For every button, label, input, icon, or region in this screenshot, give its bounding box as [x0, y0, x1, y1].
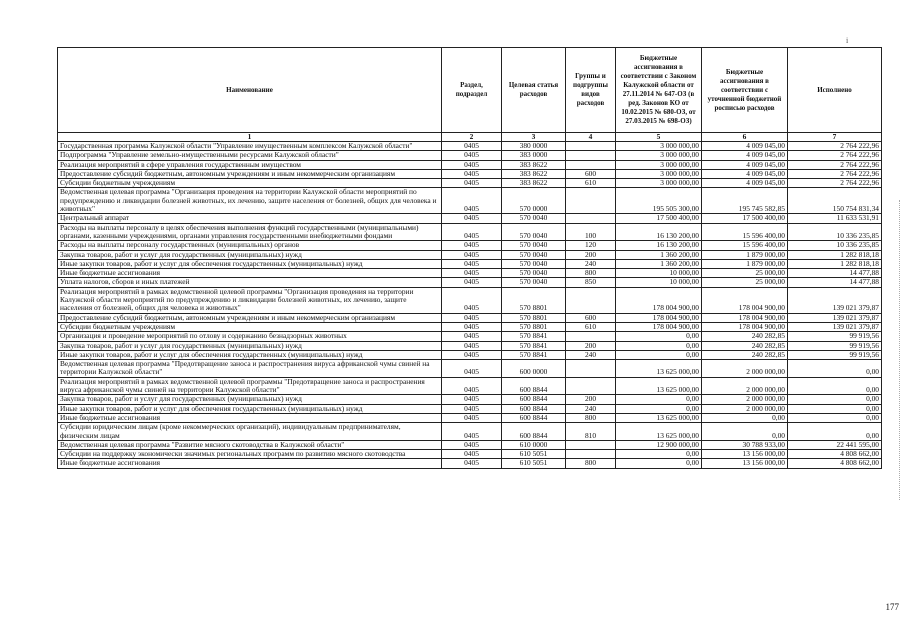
cell-v7: 14 477,88: [788, 269, 882, 278]
cell-v7: 0,00: [788, 413, 882, 422]
cell-v7: 2 764 222,96: [788, 179, 882, 188]
cell-group: 240: [566, 259, 616, 268]
cell-article: 570 8801: [502, 313, 566, 322]
cell-group: 120: [566, 241, 616, 250]
header-plan-law: Бюджетные ассигнования в соответствии с Законом Калужской области от 27.11.2014 № 647-ОЗ (в ред. Законов КО от 10.02.2015 № 680-ОЗ, от 27.03.2015 № 698-ОЗ): [616, 48, 702, 133]
cell-section: 0405: [442, 214, 502, 223]
cell-v5: 3 000 000,00: [616, 169, 702, 178]
cell-section: 0405: [442, 332, 502, 341]
cell-v5: 12 900 000,00: [616, 440, 702, 449]
cell-name: Центральный аппарат: [58, 214, 442, 223]
cell-v6: 1 879 000,00: [702, 259, 788, 268]
cell-v5: 0,00: [616, 332, 702, 341]
cell-article: 600 8844: [502, 423, 566, 441]
cell-v6: 15 596 400,00: [702, 241, 788, 250]
corner-mark: і: [846, 36, 849, 45]
cell-section: 0405: [442, 350, 502, 359]
table-row: [58, 250, 882, 259]
cell-name: Реализация мероприятий в рамках ведомственной целевой программы "Организация проведения на территории Калужской области мероприятий по предупреждению и ликвидации болезней животных, их лечению, защите населения от болезней, общих для человека и животных": [58, 287, 442, 313]
cell-v5: 16 130 200,00: [616, 223, 702, 241]
cell-group: 610: [566, 322, 616, 331]
cell-v7: 2 764 222,96: [788, 142, 882, 151]
cell-article: 383 0000: [502, 151, 566, 160]
cell-v5: 178 004 900,00: [616, 322, 702, 331]
cell-v6: 4 009 045,00: [702, 160, 788, 169]
cell-v5: 1 360 200,00: [616, 250, 702, 259]
cell-name: Государственная программа Калужской области "Управление имущественным комплексом Калужской области": [58, 142, 442, 151]
cell-v7: 139 021 379,87: [788, 322, 882, 331]
cell-name: Предоставление субсидий бюджетным, автономным учреждениям и иным некоммерческим организациям: [58, 169, 442, 178]
cell-name: Уплата налогов, сборов и иных платежей: [58, 278, 442, 287]
cell-v6: 0,00: [702, 413, 788, 422]
cell-article: 570 0040: [502, 259, 566, 268]
table-row: [58, 269, 882, 278]
cell-name: Ведомственная целевая программа "Предотвращение заноса и распространения вируса африканской чумы свиней на территории Калужской области": [58, 360, 442, 378]
column-number: 1: [58, 133, 442, 142]
table-row: [58, 404, 882, 413]
cell-v5: 0,00: [616, 404, 702, 413]
cell-v7: 10 336 235,85: [788, 241, 882, 250]
cell-group: [566, 360, 616, 378]
cell-v6: 4 009 045,00: [702, 151, 788, 160]
cell-v7: 2 764 222,96: [788, 169, 882, 178]
cell-v5: 10 000,00: [616, 269, 702, 278]
cell-group: 200: [566, 395, 616, 404]
table-row: [58, 377, 882, 395]
cell-section: 0405: [442, 413, 502, 422]
cell-name: Иные бюджетные ассигнования: [58, 459, 442, 468]
cell-v7: 139 021 379,87: [788, 313, 882, 322]
table-row: [58, 341, 882, 350]
cell-article: 600 8844: [502, 395, 566, 404]
cell-name: Реализация мероприятий в рамках ведомственной целевой программы "Предотвращение заноса и распространения вируса африканской чумы свиней на территории Калужской области": [58, 377, 442, 395]
cell-article: 383 8622: [502, 169, 566, 178]
cell-v5: 13 625 000,00: [616, 377, 702, 395]
cell-v6: 4 009 045,00: [702, 142, 788, 151]
cell-section: 0405: [442, 151, 502, 160]
cell-name: Субсидии бюджетным учреждениям: [58, 179, 442, 188]
cell-section: 0405: [442, 269, 502, 278]
cell-section: 0405: [442, 360, 502, 378]
table-row: [58, 188, 882, 214]
cell-v7: 11 633 531,91: [788, 214, 882, 223]
table-row: [58, 423, 882, 441]
cell-v7: 4 808 662,00: [788, 450, 882, 459]
cell-v7: 0,00: [788, 377, 882, 395]
table-row: [58, 332, 882, 341]
header-row: [58, 48, 882, 133]
cell-name: Закупка товаров, работ и услуг для государственных (муниципальных) нужд: [58, 341, 442, 350]
cell-name: Иные закупки товаров, работ и услуг для обеспечения государственных (муниципальных) нужд: [58, 259, 442, 268]
cell-article: 600 8844: [502, 404, 566, 413]
cell-v6: 178 004 900,00: [702, 322, 788, 331]
scan-edge-mark: [899, 200, 901, 500]
header-group: Группы и подгруппы видов расходов: [566, 48, 616, 133]
cell-name: Реализация мероприятий в сфере управления государственным имуществом: [58, 160, 442, 169]
cell-name: Подпрограмма "Управление земельно-имущественными ресурсами Калужской области": [58, 151, 442, 160]
cell-v5: 3 000 000,00: [616, 151, 702, 160]
cell-name: Иные бюджетные ассигнования: [58, 413, 442, 422]
cell-article: 600 0000: [502, 360, 566, 378]
table-row: [58, 179, 882, 188]
cell-v6: 240 282,85: [702, 332, 788, 341]
cell-section: 0405: [442, 459, 502, 468]
cell-section: 0405: [442, 223, 502, 241]
cell-section: 0405: [442, 169, 502, 178]
cell-article: 570 8801: [502, 322, 566, 331]
table-row: [58, 278, 882, 287]
cell-v6: 25 000,00: [702, 269, 788, 278]
cell-group: 610: [566, 179, 616, 188]
cell-article: 570 0040: [502, 269, 566, 278]
cell-section: 0405: [442, 259, 502, 268]
cell-section: 0405: [442, 287, 502, 313]
cell-v6: 2 000 000,00: [702, 377, 788, 395]
cell-name: Субсидии бюджетным учреждениям: [58, 322, 442, 331]
cell-v5: 0,00: [616, 450, 702, 459]
cell-name: Закупка товаров, работ и услуг для государственных (муниципальных) нужд: [58, 250, 442, 259]
cell-article: 610 0000: [502, 440, 566, 449]
table-row: [58, 395, 882, 404]
cell-v5: 17 500 400,00: [616, 214, 702, 223]
column-number: 3: [502, 133, 566, 142]
cell-v6: 2 000 000,00: [702, 404, 788, 413]
cell-group: 240: [566, 404, 616, 413]
column-number: 5: [616, 133, 702, 142]
cell-article: 600 8844: [502, 377, 566, 395]
cell-v7: 1 282 818,18: [788, 259, 882, 268]
column-number: 7: [788, 133, 882, 142]
cell-name: Закупка товаров, работ и услуг для государственных (муниципальных) нужд: [58, 395, 442, 404]
cell-article: 570 8801: [502, 287, 566, 313]
cell-name: Организация и проведение мероприятий по отлову и содержанию безнадзорных животных: [58, 332, 442, 341]
column-number: 2: [442, 133, 502, 142]
table-row: [58, 259, 882, 268]
cell-group: 200: [566, 341, 616, 350]
cell-group: [566, 377, 616, 395]
cell-v7: 99 919,56: [788, 332, 882, 341]
cell-group: 800: [566, 269, 616, 278]
cell-group: 800: [566, 459, 616, 468]
cell-v6: 240 282,85: [702, 350, 788, 359]
cell-group: 600: [566, 169, 616, 178]
cell-article: 383 8622: [502, 179, 566, 188]
cell-section: 0405: [442, 278, 502, 287]
cell-v7: 4 808 662,00: [788, 459, 882, 468]
cell-v6: 4 009 045,00: [702, 179, 788, 188]
cell-article: 570 8841: [502, 350, 566, 359]
cell-v5: 13 625 000,00: [616, 413, 702, 422]
cell-v7: 14 477,88: [788, 278, 882, 287]
cell-article: 570 0040: [502, 223, 566, 241]
cell-v7: 0,00: [788, 395, 882, 404]
cell-article: 570 0040: [502, 250, 566, 259]
cell-section: 0405: [442, 313, 502, 322]
cell-name: Иные бюджетные ассигнования: [58, 269, 442, 278]
cell-section: 0405: [442, 450, 502, 459]
table-row: [58, 169, 882, 178]
cell-v6: 2 000 000,00: [702, 360, 788, 378]
cell-v6: 17 500 400,00: [702, 214, 788, 223]
cell-section: 0405: [442, 241, 502, 250]
cell-v7: 2 764 222,96: [788, 151, 882, 160]
cell-v6: 178 004 900,00: [702, 313, 788, 322]
table-row: [58, 223, 882, 241]
cell-group: 100: [566, 223, 616, 241]
cell-article: 570 8841: [502, 332, 566, 341]
cell-v5: 0,00: [616, 350, 702, 359]
budget-table: [57, 47, 882, 469]
cell-v7: 1 282 818,18: [788, 250, 882, 259]
cell-v6: 25 000,00: [702, 278, 788, 287]
cell-v7: 22 441 595,00: [788, 440, 882, 449]
cell-group: [566, 160, 616, 169]
table-row: [58, 360, 882, 378]
cell-article: 383 8622: [502, 160, 566, 169]
table-row: [58, 440, 882, 449]
cell-name: Субсидии юридическим лицам (кроме некоммерческих организаций), индивидуальным предпринимателям, физическим лицам: [58, 423, 442, 441]
cell-group: [566, 440, 616, 449]
cell-section: 0405: [442, 423, 502, 441]
header-article: Целевая статья расходов: [502, 48, 566, 133]
table-row: [58, 313, 882, 322]
cell-v7: 139 021 379,87: [788, 287, 882, 313]
cell-v5: 0,00: [616, 459, 702, 468]
cell-section: 0405: [442, 142, 502, 151]
cell-group: 600: [566, 313, 616, 322]
cell-group: 850: [566, 278, 616, 287]
cell-v7: 0,00: [788, 423, 882, 441]
cell-section: 0405: [442, 160, 502, 169]
cell-name: Ведомственная целевая программа "Организация проведения на территории Калужской области мероприятий по предупреждению и ликвидации болезней животных, их лечению, защите населения от болезней, общих для человека и животных": [58, 188, 442, 214]
table-row: [58, 160, 882, 169]
cell-v7: 150 754 831,34: [788, 188, 882, 214]
cell-article: 600 8844: [502, 413, 566, 422]
header-name: Наименование: [58, 48, 442, 133]
cell-v7: 99 919,56: [788, 350, 882, 359]
table-row: [58, 450, 882, 459]
cell-group: [566, 287, 616, 313]
cell-section: 0405: [442, 250, 502, 259]
cell-name: Предоставление субсидий бюджетным, автономным учреждениям и иным некоммерческим организациям: [58, 313, 442, 322]
cell-article: 380 0000: [502, 142, 566, 151]
cell-group: 200: [566, 250, 616, 259]
cell-v5: 3 000 000,00: [616, 142, 702, 151]
cell-group: 240: [566, 350, 616, 359]
cell-section: 0405: [442, 377, 502, 395]
cell-v7: 0,00: [788, 404, 882, 413]
cell-name: Расходы на выплаты персоналу государственных (муниципальных) органов: [58, 241, 442, 250]
cell-article: 610 5051: [502, 459, 566, 468]
cell-group: [566, 332, 616, 341]
cell-v7: 0,00: [788, 360, 882, 378]
cell-v6: 15 596 400,00: [702, 223, 788, 241]
cell-article: 570 8841: [502, 341, 566, 350]
cell-v6: 178 004 900,00: [702, 287, 788, 313]
cell-article: 570 0000: [502, 188, 566, 214]
cell-article: 570 0040: [502, 214, 566, 223]
table-row: [58, 459, 882, 468]
table-row: [58, 322, 882, 331]
cell-v6: 13 156 000,00: [702, 450, 788, 459]
table-row: [58, 241, 882, 250]
cell-group: 810: [566, 423, 616, 441]
cell-group: 800: [566, 413, 616, 422]
cell-v6: 13 156 000,00: [702, 459, 788, 468]
cell-v5: 16 130 200,00: [616, 241, 702, 250]
page-number: 177: [885, 602, 899, 612]
cell-v5: 0,00: [616, 395, 702, 404]
table-body: [58, 142, 882, 469]
cell-section: 0405: [442, 341, 502, 350]
column-number: 6: [702, 133, 788, 142]
cell-v5: 0,00: [616, 341, 702, 350]
column-number-row: [58, 133, 882, 142]
table-row: [58, 350, 882, 359]
cell-section: 0405: [442, 404, 502, 413]
cell-v6: 2 000 000,00: [702, 395, 788, 404]
cell-group: [566, 188, 616, 214]
table-row: [58, 151, 882, 160]
cell-v6: 4 009 045,00: [702, 169, 788, 178]
cell-section: 0405: [442, 440, 502, 449]
cell-v6: 30 788 933,00: [702, 440, 788, 449]
header-plan-list: Бюджетные ассигнования в соответствии с уточненной бюджетной росписью расходов: [702, 48, 788, 133]
cell-article: 610 5051: [502, 450, 566, 459]
cell-v7: 10 336 235,85: [788, 223, 882, 241]
cell-group: [566, 450, 616, 459]
cell-v7: 99 919,56: [788, 341, 882, 350]
cell-v7: 2 764 222,96: [788, 160, 882, 169]
cell-name: Иные закупки товаров, работ и услуг для обеспечения государственных (муниципальных) нужд: [58, 404, 442, 413]
table-row: [58, 413, 882, 422]
cell-v6: 195 745 582,85: [702, 188, 788, 214]
cell-name: Расходы на выплаты персоналу в целях обеспечения выполнения функций государственными (муниципальными) органами, казенными учреждениями, органами управления государственными внебюджетными фондами: [58, 223, 442, 241]
cell-v6: 1 879 000,00: [702, 250, 788, 259]
cell-name: Ведомственная целевая программа "Развитие мясного скотоводства в Калужской области": [58, 440, 442, 449]
cell-name: Иные закупки товаров, работ и услуг для обеспечения государственных (муниципальных) нужд: [58, 350, 442, 359]
cell-group: [566, 142, 616, 151]
cell-v5: 3 000 000,00: [616, 179, 702, 188]
cell-v5: 10 000,00: [616, 278, 702, 287]
cell-v6: 240 282,85: [702, 341, 788, 350]
cell-section: 0405: [442, 188, 502, 214]
cell-v5: 13 625 000,00: [616, 360, 702, 378]
cell-group: [566, 214, 616, 223]
column-number: 4: [566, 133, 616, 142]
cell-group: [566, 151, 616, 160]
cell-section: 0405: [442, 395, 502, 404]
cell-v6: 0,00: [702, 423, 788, 441]
header-section: Раздел, подраздел: [442, 48, 502, 133]
table-row: [58, 214, 882, 223]
cell-v5: 1 360 200,00: [616, 259, 702, 268]
table-row: [58, 287, 882, 313]
cell-name: Субсидии на поддержку экономически значимых региональных программ по развитию мясного скотоводства: [58, 450, 442, 459]
cell-section: 0405: [442, 322, 502, 331]
cell-v5: 3 000 000,00: [616, 160, 702, 169]
table-row: [58, 142, 882, 151]
cell-v5: 178 004 900,00: [616, 313, 702, 322]
cell-v5: 13 625 000,00: [616, 423, 702, 441]
cell-v5: 195 505 300,00: [616, 188, 702, 214]
cell-v5: 178 004 900,00: [616, 287, 702, 313]
cell-article: 570 0040: [502, 241, 566, 250]
cell-article: 570 0040: [502, 278, 566, 287]
cell-section: 0405: [442, 179, 502, 188]
header-executed: Исполнено: [788, 48, 882, 133]
